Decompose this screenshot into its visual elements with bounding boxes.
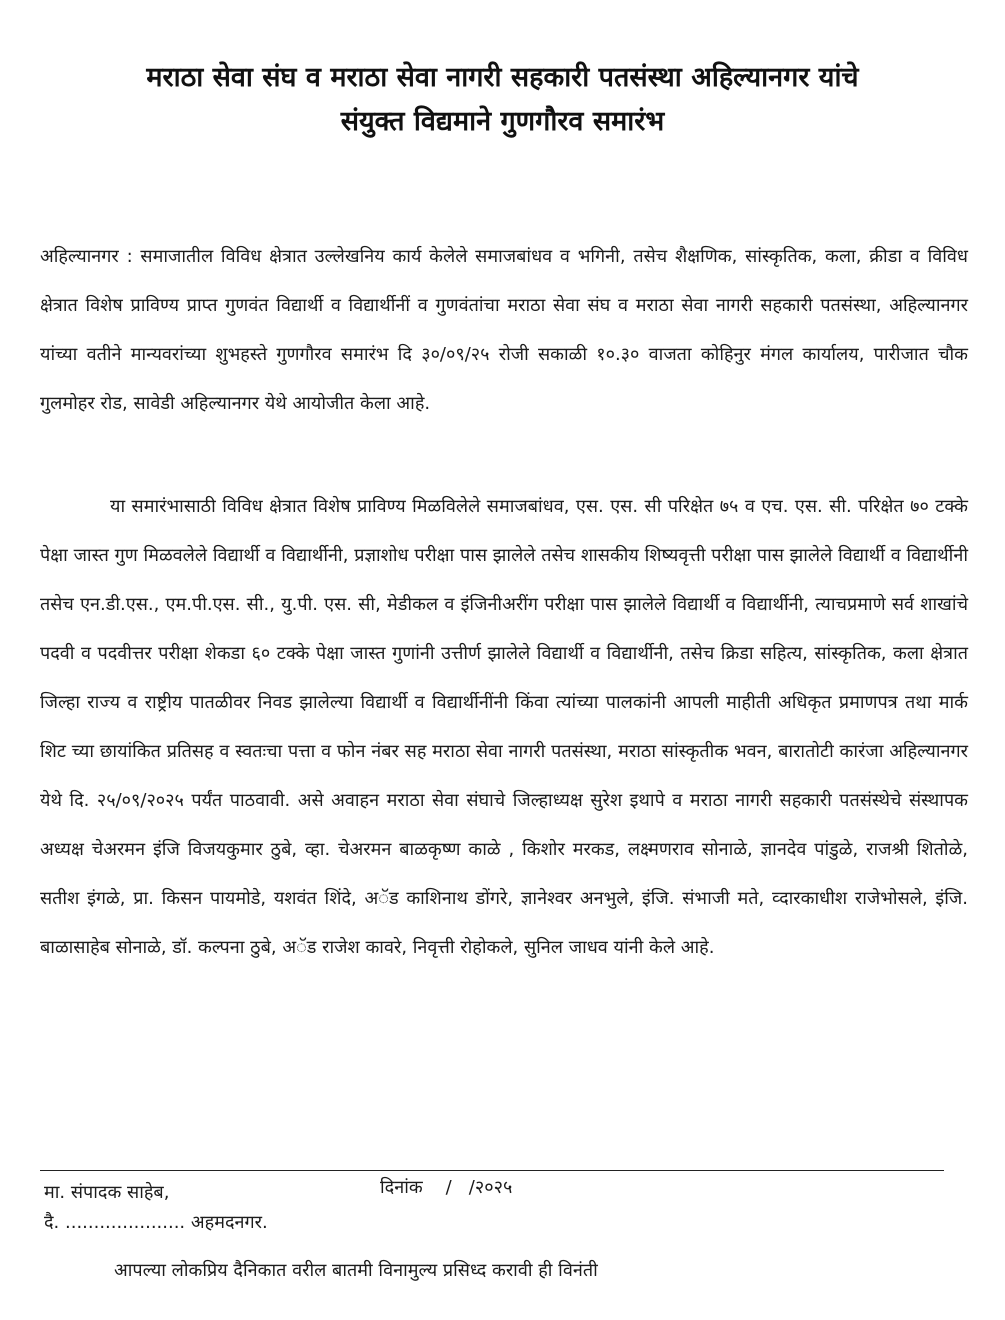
editor-salutation: मा. संपादक साहेब, — [44, 1182, 170, 1203]
title-line-2: संयुक्त विद्यमाने गुणगौरव समारंभ — [340, 106, 665, 137]
newspaper-line: दै. ..................... अहमदनगर. — [44, 1212, 268, 1233]
date-field: दिनांक / /२०२५ — [380, 1177, 513, 1198]
title-line-1: मराठा सेवा संघ व मराठा सेवा नागरी सहकारी पतसंस्था अहिल्यानगर यांचे — [146, 62, 859, 93]
paragraph-appeal: या समारंभासाठी विविध क्षेत्रात विशेष प्राविण्य मिळविलेले समाजबांधव, एस. एस. सी परिक्षेत ७५ व एच. एस. सी. परिक्षेत ७० टक्के पेक्षा जास्त गुण मिळवलेले विद्यार्थी व विद्यार्थीनी, प्रज्ञाशोध परीक्षा पास झालेले तसेच शासकीय शिष्यवृत्ती परीक्षा पास झालेले विद्यार्थी व विद्यार्थीनी तसेच एन.डी.एस., एम.पी.एस. सी., यु.पी. एस. सी, मेडीकल व इंजिनीअरींग परीक्षा पास झालेले विद्यार्थी व विद्यार्थीनी, त्याचप्रमाणे सर्व शाखांचे पदवी व पदवीत्तर परीक्षा शेकडा ६० टक्के पेक्षा जास्त गुणांनी उत्तीर्ण झालेले विद्यार्थी व विद्यार्थीनी, तसेच क्रिडा सहित्य, सांस्कृतिक, कला क्षेत्रात जिल्हा राज्य व राष्ट्रीय पातळीवर निवड झालेल्या विद्यार्थी व विद्यार्थीनींनी किंवा त्यांच्या पालकांनी आपली माहीती अधिकृत प्रमाणपत्र तथा मार्क शिट च्या छायांकित प्रतिसह व स्वतःचा पत्ता व फोन नंबर सह मराठा सेवा नागरी पतसंस्था, मराठा सांस्कृतीक भवन, बारातोटी कारंजा अहिल्यानगर येथे दि. २५/०९/२०२५ पर्यंत पाठवावी. असे अवाहन मराठा सेवा संघाचे जिल्हाध्यक्ष सुरेश इथापे व मराठा नागरी सहकारी पतसंस्थेचे संस्थापक अध्यक्ष चेअरमन इंजि विजयकुमार ठुबे, व्हा. चेअरमन बाळकृष्ण काळे , किशोर मरकड, लक्ष्मणराव सोनाळे, ज्ञानदेव पांडुळे, राजश्री शितोळे, सतीश इंगळे, प्रा. किसन पायमोडे, यशवंत शिंदे, अॅड काशिनाथ डोंगरे, ज्ञानेश्वर अनभुले, इंजि. संभाजी मते, व्दारकाधीश राजेभोसले, इंजि. बाळासाहेब सोनाळे, डॉ. कल्पना ठुबे, अॅड राजेश कावरे, निवृत्ती रोहोकले, सुनिल जाधव यांनी केले आहे. — [40, 496, 968, 958]
publication-request: आपल्या लोकप्रिय दैनिकात वरील बातमी विनामुल्य प्रसिध्द करावी ही विनंती — [114, 1260, 598, 1281]
footer-divider — [40, 1170, 944, 1171]
document-title — [40, 56, 965, 144]
paragraph-announcement: अहिल्यानगर : समाजातील विविध क्षेत्रात उल्लेखनिय कार्य केलेले समाजबांधव व भगिनी, तसेच शैक्षणिक, सांस्कृतिक, कला, क्रीडा व विविध क्षेत्रात विशेष प्राविण्य प्राप्त गुणवंत विद्यार्थी व विद्यार्थीनीं व गुणवंतांचा मराठा सेवा संघ व मराठा सेवा नागरी सहकारी पतसंस्था, अहिल्यानगर यांच्या वतीने मान्यवरांच्या शुभहस्ते गुणगौरव समारंभ दि ३०/०९/२५ रोजी सकाळी १०.३० वाजता कोहिनुर मंगल कार्यालय, पारीजात चौक गुलमोहर रोड, सावेडी अहिल्यानगर येथे आयोजीत केला आहे. — [40, 246, 968, 414]
